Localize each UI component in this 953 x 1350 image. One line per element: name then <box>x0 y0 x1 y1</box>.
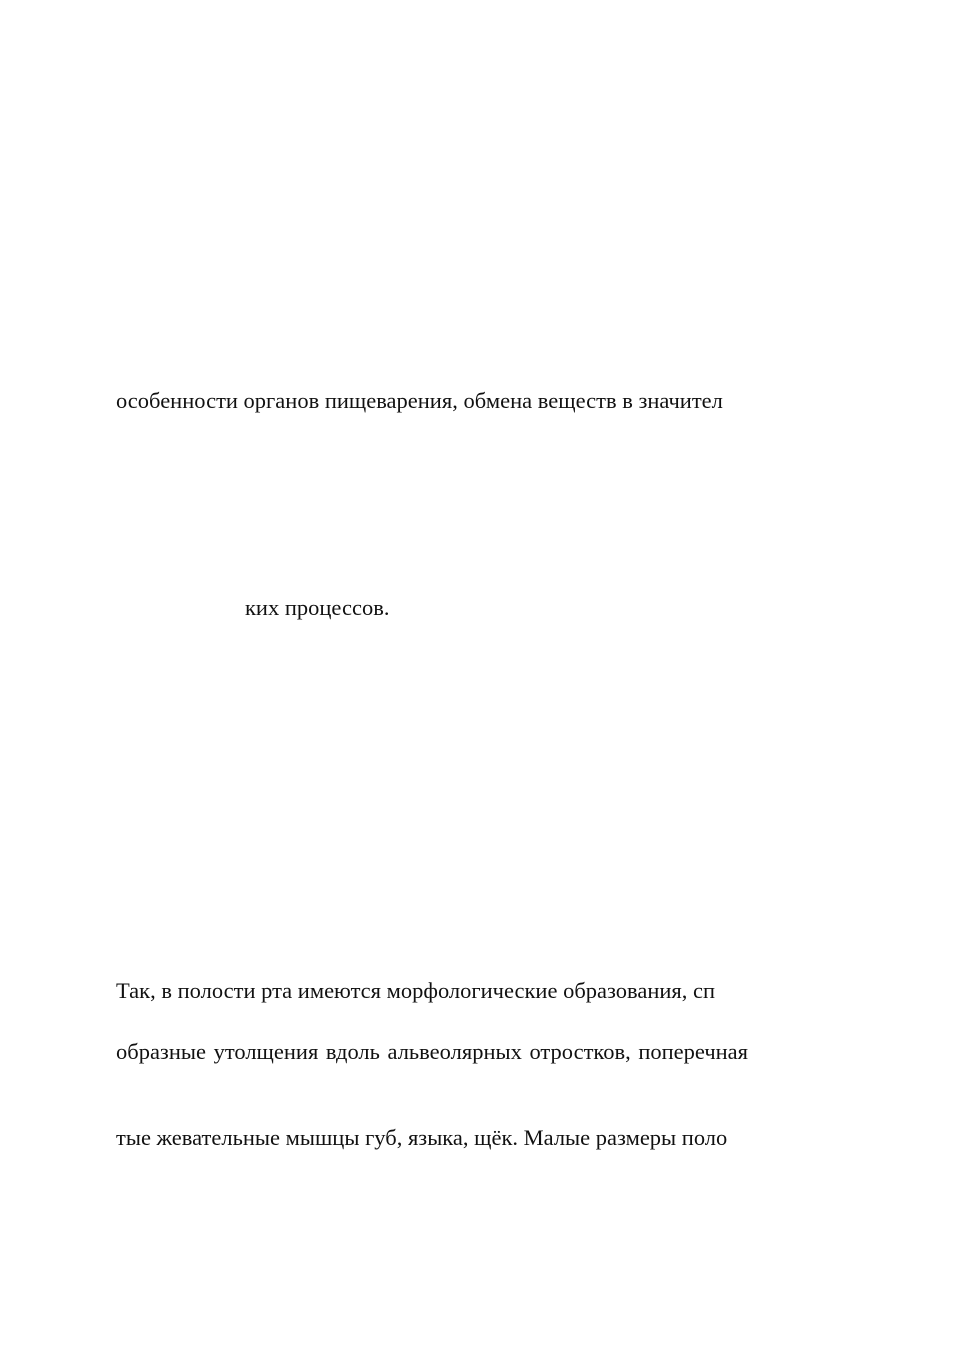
text-line-4: образные утолщения вдоль альвеолярных отростков, поперечная <box>116 1039 749 1064</box>
text-line-3: Так, в полости рта имеются морфологические образования, сп <box>116 978 716 1003</box>
text-line-1: особенности органов пищеварения, обмена веществ в значител <box>116 388 723 413</box>
text-line-2: ких процессов. <box>245 595 390 620</box>
text-line-5: тые жевательные мышцы губ, языка, щёк. Малые размеры поло <box>116 1125 728 1150</box>
